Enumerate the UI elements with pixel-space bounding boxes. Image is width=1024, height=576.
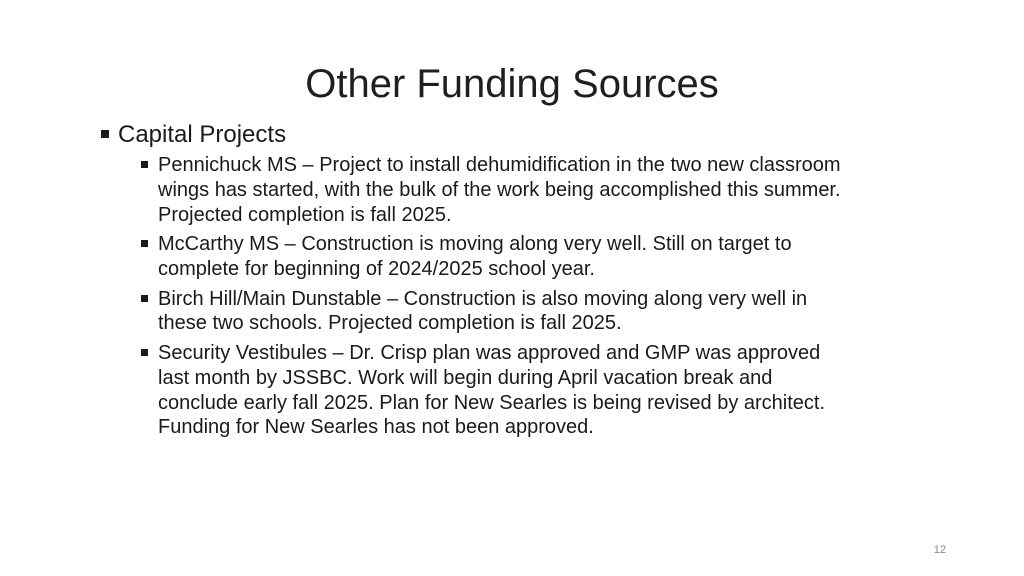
list-item	[101, 153, 848, 227]
list-item	[101, 341, 848, 440]
square-bullet-icon	[141, 161, 148, 168]
list-item-text: Birch Hill/Main Dunstable – Construction is also moving along very well in these two schools. Projected completion is fall 2025.	[158, 287, 808, 335]
square-bullet-icon	[141, 295, 148, 302]
square-bullet-icon	[141, 240, 148, 247]
square-bullet-icon	[101, 130, 109, 138]
list-item-text: Security Vestibules – Dr. Crisp plan was approved and GMP was approved last month by JSSBC. Work will begin during April vacation break and conclude early fall 2025. Plan for New Searles is being revised by architect. Funding for New Searles has not been approved.	[158, 341, 826, 439]
section-heading: Capital Projects	[118, 121, 287, 148]
square-bullet-icon	[141, 349, 148, 356]
section-heading-item	[101, 121, 861, 149]
page-number: 12	[933, 544, 946, 556]
list-item-text: Pennichuck MS – Project to install dehumidification in the two new classroom wings has started, with the bulk of the work being accomplished this summer. Projected completion is fall 2025.	[158, 154, 841, 226]
sub-bullet-list	[101, 153, 861, 440]
list-item	[101, 232, 848, 282]
list-item-text: McCarthy MS – Construction is moving along very well. Still on target to complete for beginning of 2024/2025 school year.	[158, 233, 792, 280]
slide-title: Other Funding Sources	[305, 62, 719, 106]
list-item	[101, 287, 848, 337]
slide-content	[101, 121, 861, 445]
